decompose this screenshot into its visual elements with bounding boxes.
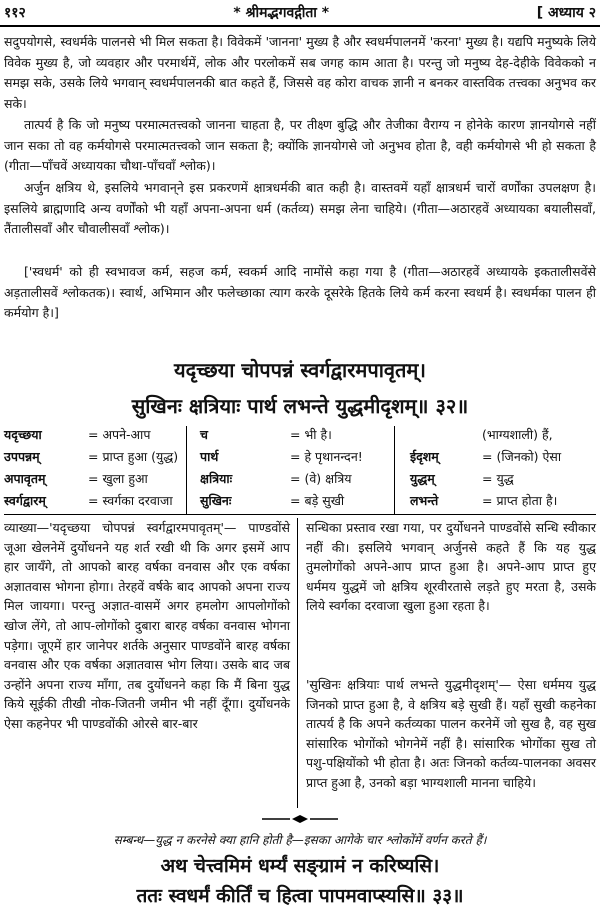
- gloss-word: सुखिनः: [200, 493, 232, 508]
- intro-paragraph-4: ['स्वधर्म' को ही स्वभावज कर्म, सहज कर्म, स्वकर्म आदि नामोंसे कहा गया है (गीता—अठारहवें अध्यायके इकतालीसवेंसे अड़तालीसवें श्लोकतक)। स्वार्थ, अभिमान और फलेच्छाका त्याग करके दूसरेके हितके लिये कर्म करना स्वधर्म है। स्वधर्मका पालन ही कर्मयोग है।]: [4, 264, 596, 320]
- gloss-word: उपपन्नम्: [4, 449, 40, 464]
- gloss-word: च: [200, 427, 208, 442]
- gloss-meaning: = (जिनको) ऐसा: [482, 449, 562, 464]
- commentary-right-part-1: सन्धिका प्रस्ताव रखा गया, पर दुर्योधनने पाण्डवोंसे सन्धि स्वीकार नहीं की। इसलिये भगवान् अर्जुनसे कहते हैं कि यह युद्ध तुमलोगोंको अपने-आप प्राप्त हुआ है। अपने-आप प्राप्त हुए धर्ममय युद्धमें जो क्षत्रिय शूरवीरतासे लड़ते हुए मरता है, उसके लिये स्वर्गका दरवाजा खुला हुआ रहता है।: [306, 520, 596, 614]
- gloss-word: अपावृतम्: [4, 471, 46, 486]
- header-divider: [0, 25, 600, 27]
- gloss-meaning: = प्राप्त हुआ (युद्ध): [88, 449, 179, 464]
- gloss-meaning: = युद्ध: [482, 471, 514, 486]
- gloss-row: [0, 448, 600, 470]
- verse-33-line-1: अथ चेत्त्वमिमं धर्म्यं सङ्ग्रामं न करिष्यसि।: [160, 855, 440, 877]
- intro-paragraph-3: अर्जुन क्षत्रिय थे, इसलिये भगवान्‌ने इस प्रकरणमें क्षात्रधर्मकी बात कही है। वास्तवमें यहाँ क्षात्रधर्म चारों वर्णोंका उपलक्षण है। इसलिये ब्राह्मणादि अन्य वर्णोंको भी यहाँ अपना-अपना धर्म (कर्तव्य) समझ लेना चाहिये। (गीता—अठारहवें अध्यायका बयालीसवाँ, तैंतालीसवाँ और चौवालीसवाँ श्लोक)।: [4, 180, 596, 236]
- commentary-right-part-2: 'सुखिनः क्षत्रियाः पार्थ लभन्ते युद्धमीदृशम्'— ऐसा धर्ममय युद्ध जिनको प्राप्त हुआ है, वे क्षत्रिय बड़े सुखी हैं। यहाँ सुखी कहनेका तात्पर्य है कि अपने कर्तव्यका पालन करनेमें जो सुख है, वह सुख सांसारिक भोगोंको भोगनेमें नहीं है। सांसारिक भोगोंका सुख तो पशु-पक्षियोंको भी होता है। अतः जिनको कर्तव्य-पालनका अवसर प्राप्त हुआ है, उनको बड़ा भाग्यशाली मानना चाहिये।: [306, 677, 596, 790]
- gloss-meaning: = बड़े सुखी: [290, 493, 345, 508]
- commentary-left-column: व्याख्या—'यदृच्छया चोपपन्नं स्वर्गद्वारमपावृतम्'— पाण्डवोंसे जूआ खेलनेमें दुर्योधनने यह शर्त रखी थी कि अगर इसमें आप हार जायँगे, तो आपको बारह वर्षका वनवास और एक वर्षका अज्ञातवास भोगना होगा। तेरहवें वर्षके बाद आपको अपना राज्य मिल जायगा। परन्तु अज्ञात-वासमें अगर हमलोग आपलोगोंको खोज लेंगे, तो आप-लोगोंको दुबारा बारह वर्षका वनवास भोगना पड़ेगा। जूएमें हार जानेपर शर्तके अनुसार पाण्डवोंने बारह वर्षका वनवास और एक वर्षका अज्ञातवास भोग लिया। उसके बाद जब उन्होंने अपना राज्य माँगा, तब दुर्योधनने कहा कि मैं बिना युद्ध किये सूईकी तीखी नोक-जितनी जमीन भी नहीं दूँगा। दुर्योधनके ऐसा कहनेपर भी पाण्डवोंकी ओरसे बार-बार: [4, 520, 290, 731]
- gloss-meaning: (भाग्यशाली) हैं,: [482, 427, 553, 442]
- ornament-divider: [260, 814, 340, 824]
- section-divider: [4, 514, 596, 515]
- gloss-meaning: = (वे) क्षत्रिय: [290, 471, 352, 486]
- verse-32-line-2: सुखिनः क्षत्रियाः पार्थ लभन्ते युद्धमीदृशम्॥ ३२॥: [131, 394, 469, 418]
- gloss-meaning: = हे पृथानन्दन!: [290, 449, 363, 464]
- gloss-word: युद्धम्: [410, 471, 435, 486]
- context-note: सम्बन्ध—युद्ध न करनेसे क्या हानि होती है—इसका आगेके चार श्लोकोंमें वर्णन करते हैं।: [113, 833, 487, 847]
- page-header: [4, 0, 596, 24]
- gloss-word: स्वर्गद्वारम्: [4, 493, 46, 508]
- chapter-label: [ अध्याय २: [536, 4, 596, 21]
- gloss-row: [0, 426, 600, 448]
- gloss-word: क्षत्रियाः: [200, 471, 233, 486]
- intro-paragraph-1: सदुपयोगसे, स्वधर्मके पालनसे भी मिल सकता है। विवेकमें 'जानना' मुख्य है और स्वधर्मपालनमें 'करना' मुख्य है। यद्यपि मनुष्यके लिये विवेक मुख्य है, जो व्यवहार और परमार्थमें, लोक और परलोकमें सब जगह काम आता है। परन्तु जो मनुष्य देह-देहीके विवेकको न समझ सके, उसके लिये भगवान् स्वधर्मपालनकी बात कहते हैं, जिससे वह कोरा वाचक ज्ञानी न बनकर वास्तविक तत्त्वका अनुभव कर सके।: [4, 34, 596, 111]
- book-title: * श्रीमद्भगवद्गीता *: [233, 4, 330, 21]
- gloss-word: पार्थ: [200, 449, 219, 464]
- column-divider: [297, 518, 298, 808]
- gloss-meaning: = भी है।: [290, 427, 332, 442]
- verse-33-line-2: ततः स्वधर्मं कीर्तिं च हित्वा पापमवाप्स्यसि॥ ३३॥: [136, 885, 464, 907]
- intro-paragraph-2: तात्पर्य है कि जो मनुष्य परमात्मतत्त्वको जानना चाहता है, पर तीक्ष्ण बुद्धि और तेजीका वैराग्य न होनेके कारण ज्ञानयोगसे नहीं जान सका तो वह कर्मयोगसे परमात्मतत्त्वको जान सकता है; क्योंकि ज्ञानयोगसे जो अनुभव होता है, वही कर्मयोगसे भी हो सकता है (गीता—पाँचवें अध्यायका चौथा-पाँचवाँ श्लोक)।: [4, 117, 596, 173]
- gloss-row: [0, 492, 600, 514]
- gloss-meaning: = स्वर्गका दरवाजा: [88, 493, 173, 508]
- gloss-meaning: = अपने-आप: [88, 427, 151, 442]
- gloss-word: यदृच्छया: [4, 427, 42, 442]
- gloss-word: ईदृशम्: [410, 449, 439, 464]
- verse-32-line-1: यदृच्छया चोपपन्नं स्वर्गद्वारमपावृतम्।: [174, 358, 426, 382]
- word-meaning-table: [0, 424, 600, 520]
- gloss-meaning: = खुला हुआ: [88, 471, 148, 486]
- page-number: ११२: [4, 4, 26, 21]
- gloss-row: [0, 470, 600, 492]
- gloss-meaning: = प्राप्त होता है।: [482, 493, 558, 508]
- gloss-word: लभन्ते: [410, 493, 439, 508]
